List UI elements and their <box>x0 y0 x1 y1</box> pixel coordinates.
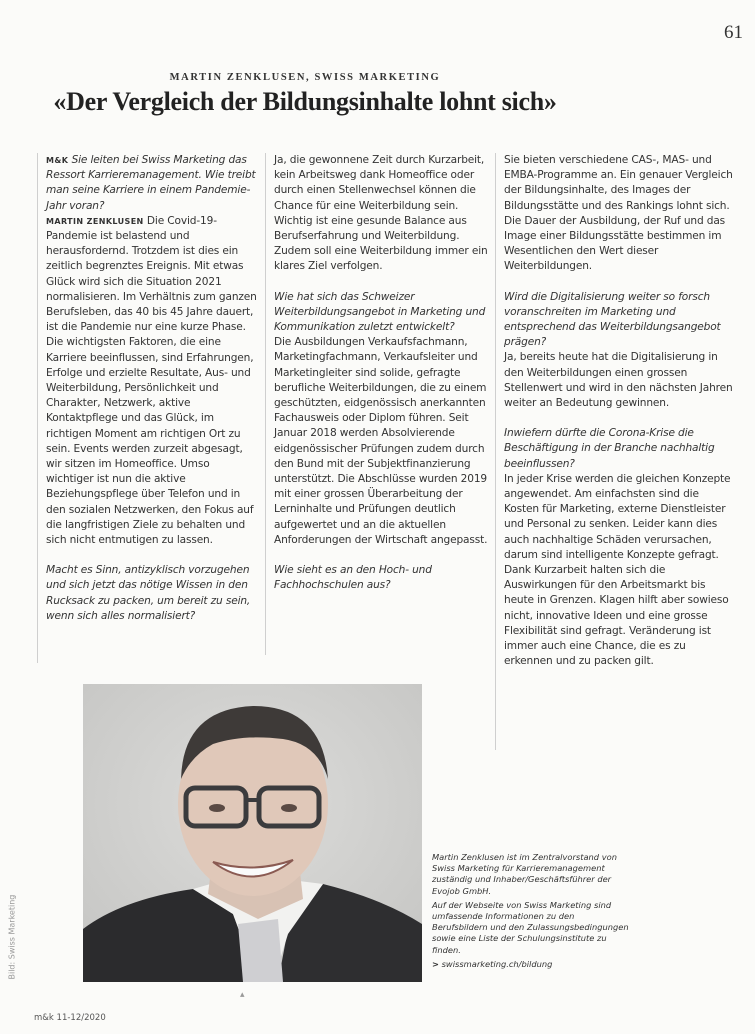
qa-6 <box>504 426 736 669</box>
portrait-photo <box>83 684 422 982</box>
article-column-3 <box>495 153 736 750</box>
answer-5: Ja, bereits heute hat die Digitalisierung in den Weiterbildungen einen grossen Stellenwert und wird in den nächsten Jahren weiter an Bedeutung gewinnen. <box>504 351 733 410</box>
photo-credit: Bild: Swiss Marketing <box>7 894 17 980</box>
portrait-illustration <box>83 684 422 982</box>
article-column-2 <box>265 153 494 655</box>
qa-5 <box>504 290 736 412</box>
issue-footer: m&k 11-12/2020 <box>34 1013 106 1023</box>
arrow-right-icon: > <box>432 958 439 969</box>
website-link[interactable]: swissmarketing.ch/bildung <box>441 958 553 969</box>
caption-link-row <box>432 959 632 970</box>
question-2: Macht es Sinn, antizyklisch vorzugehen und sich jetzt das nötige Wissen in den Rucksack zu packen, um bereit zu sein, wenn sich alles normalisiert? <box>46 564 251 622</box>
page-number: 61 <box>724 22 743 43</box>
article-column-1 <box>37 153 258 663</box>
interviewer-label: M&K <box>46 156 69 165</box>
article-kicker: MARTIN ZENKLUSEN, SWISS MARKETING <box>169 72 441 83</box>
answer-1: Die Covid-19-Pandemie ist belastend und herausfordernd. Trotzdem ist dies ein zeitlich begrenztes Ereignis. Mit etwas Glück wird sich die Situation 2021 normalisieren. Im Verhältnis zum ganzen Berufsleben, das 40 bis 45 Jahre dauert, ist die Pandemie nur eine kurze Phase. Die wichtigsten Faktoren, die eine Karriere beeinflussen, sind Erfahrungen, Erfolge und erzielte Resultate, Aus- und Weiterbildung, Persönlichkeit und Charakter, Netzwerk, aktive Kontaktpflege und das Glück, im richtigen Moment am richtigen Ort zu sein. Events werden zurzeit abgesagt, wir sitzen im Homeoffice. Umso wichtiger ist nun die aktive Beziehungspflege über Telefon und in den sozialen Netzwerken, den Fokus auf die langfristigen Ziele zu behalten und sich nicht entmutigen zu lassen. <box>46 214 257 547</box>
answer-2: Ja, die gewonnene Zeit durch Kurzarbeit, kein Arbeitsweg dank Homeoffice oder durch einen Stellenwechsel können die Chance für eine Weiterbildung sein. Wichtig ist eine gesunde Balance aus Berufserfahrung und Weiterbildung. Zudem soll eine Weiterbildung immer ein klares Ziel verfolgen. <box>274 154 488 273</box>
question-1: M&K Sie leiten bei Swiss Marketing das Ressort Karrieremanagement. Wie treibt man seine Karriere in einem Pandemie-Jahr voran? MARTIN ZENKLUSEN Die Covid-19-Pandemie ist belastend und herausfordernd. Trotzdem ist dies ein zeitlich begrenztes Ereignis. Mit etwas Glück wird sich die Situation 2021 normalisieren. Im Verhältnis zum ganzen Berufsleben, das 40 bis 45 Jahre dauert, ist die Pandemie nur eine kurze Phase. Die wichtigsten Faktoren, die eine Karriere beeinflussen, sind Erfahrungen, Erfolge und erzielte Resultate, Aus- und Weiterbildung, Persönlichkeit und Charakter, Netzwerk, aktive Kontaktpflege und das Glück, im richtigen Moment am richtigen Ort zu sein. Events werden zurzeit abgesagt, wir sitzen im Homeoffice. Umso wichtiger ist nun die aktive Beziehungspflege über Telefon und in den sozialen Netzwerken, den Fokus auf die langfristigen Ziele zu behalten und sich nicht entmutigen zu lassen. <box>46 154 257 547</box>
caption-info: Auf der Webseite von Swiss Marketing sind umfassende Informationen zu den Berufsbildern und den Zulassungsbedingungen sowie eine Liste der Schulungsinstitute zu finden. <box>432 899 629 955</box>
caption-bio: Martin Zenklusen ist im Zentralvorstand von Swiss Marketing für Karrieremanagement zuständig und Inhaber/Geschäftsführer der Evojob GmbH. <box>432 852 617 896</box>
answer-6: In jeder Krise werden die gleichen Konzepte angewendet. Am einfachsten sind die Kosten für Marketing, externe Dienstleister und Personal zu senken. Leider kann dies auch nachhaltige Schäden verursachen, darum sind intelligente Konzepte gefragt. Dank Kurzarbeit halten sich die Auswirkungen für den Arbeitsmarkt bis heute in Grenzen. Klagen hilft aber sowieso nicht, innovative Ideen und eine grosse Flexibilität sind gefragt. Veränderung ist immer auch eine Chance, die es zu erkennen und zu packen gilt. <box>504 472 731 668</box>
answer-3: Die Ausbildungen Verkaufsfachmann, Marketingfachmann, Verkaufsleiter und Marketingleiter sind solide, gefragte berufliche Weiterbildungen, die zu einem geschützten, eidgenössisch anerkannten Fachausweis oder Diplom führen. Seit Januar 2018 werden Absolvierende eidgenössischer Prüfungen zudem durch den Bund mit der Subjektfinanzierung unterstützt. Die Abschlüsse wurden 2019 mit einer grossen Überarbeitung der Lerninhalte und Prüfungen deutlich aufgewertet und an die aktuellen Anforderungen der Wirtschaft angepasst. <box>274 336 488 546</box>
small-mark-icon: ▴ <box>240 990 245 1000</box>
question-3: Wie hat sich das Schweizer Weiterbildungsangebot in Marketing und Kommunikation zuletzt entwickelt? <box>274 290 486 334</box>
answer-4: Sie bieten verschiedene CAS-, MAS- und EMBA-Programme an. Ein genauer Vergleich der Bildungsinhalte, des Images der Bildungsstätte und des Rankings lohnt sich. Die Dauer der Ausbildung, der Ruf und das Image einer Bildungsstätte bestimmen im Wesentlichen den Wert dieser Weiterbildungen. <box>504 154 733 273</box>
interviewee-label: MARTIN ZENKLUSEN <box>46 216 144 226</box>
article-headline: «Der Vergleich der Bildungsinhalte lohnt sich» <box>53 87 557 116</box>
qa-3 <box>274 290 494 548</box>
question-6: Inwiefern dürfte die Corona-Krise die Beschäftigung in der Branche nachhaltig beeinflussen? <box>504 427 715 470</box>
question-5: Wird die Digitalisierung weiter so forsch voranschreiten im Marketing und entsprechend das Weiterbildungsangebot prägen? <box>504 290 721 349</box>
photo-caption <box>432 852 632 973</box>
question-4: Wie sieht es an den Hoch- und Fachhochschulen aus? <box>274 564 432 592</box>
